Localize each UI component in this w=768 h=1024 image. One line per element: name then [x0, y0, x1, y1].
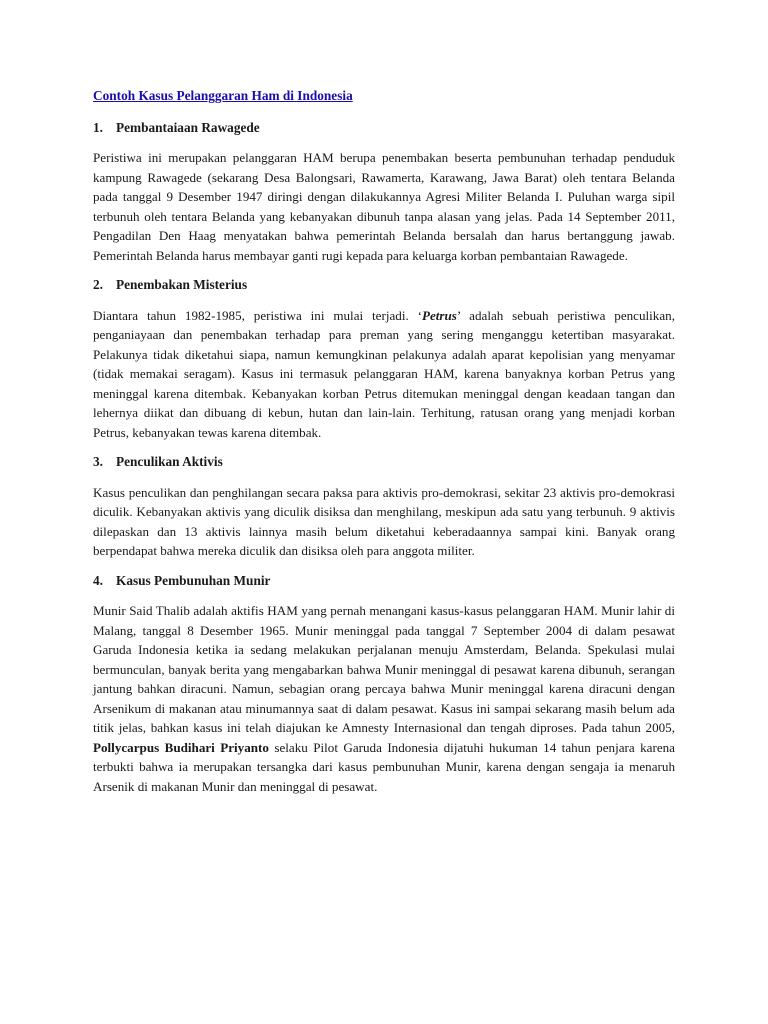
section-number: 3.: [93, 454, 103, 469]
section-heading-rawagede: [93, 118, 675, 138]
emphasis-pollycarpus: Pollycarpus Budihari Priyanto: [93, 739, 269, 755]
section-heading-text: Kasus Pembunuhan Munir: [116, 572, 271, 588]
section-paragraph-aktivis: Kasus penculikan dan penghilangan secara paksa para aktivis pro-demokrasi, sekitar 23 aktivis pro-demokrasi diculik. Kebanyakan aktivis yang diculik disiksa dan menghilang, meskipun ada satu yang terbunuh. 9 aktivis dilepaskan dan 13 aktivis lainnya masih belum diketahui keberadaannya sampai kini. Banyak orang berpendapat bahwa mereka diculik dan disiksa oleh para anggota militer.: [93, 484, 675, 558]
document-body: [93, 86, 675, 806]
document-title-link[interactable]: Contoh Kasus Pelanggaran Ham di Indonesia: [93, 88, 353, 103]
section-heading-text: Penembakan Misterius: [116, 277, 248, 292]
section-heading-text: Pembantaiaan Rawagede: [116, 119, 260, 135]
paragraph-text: selaku Pilot Garuda Indonesia dijatuhi hukuman 14 tahun penjara karena terbukti bahwa ia merupakan tersangka dari kasus pembunuhan Munir, karena dengan sengaja ia menaruh Arsenik di makanan Munir dan meninggal di pesawat.: [93, 739, 675, 794]
section-heading-text: Penculikan Aktivis: [116, 454, 223, 469]
section-paragraph-rawagede: Peristiwa ini merupakan pelanggaran HAM berupa penembakan beserta pembunuhan terhadap penduduk kampung Rawagede (sekarang Desa Balongsari, Rawamerta, Karawang, Jawa Barat) oleh tentara Belanda pada tanggal 9 Desember 1947 diringi dengan dilakukannya Agresi Militer Belanda I. Puluhan warga sipil terbunuh oleh tentara Belanda yang kebanyakan dibunuh tanpa alasan yang jelas. Pada 14 September 2011, Pengadilan Den Haag menyatakan bahwa pemerintah Belanda bersalah dan harus bertanggung jawab. Pemerintah Belanda harus membayar ganti rugi kepada para keluarga korban pembantaian Rawagede.: [93, 150, 675, 263]
section-paragraph-petrus: [93, 306, 675, 443]
section-heading-petrus: [93, 275, 675, 295]
paragraph-text: ’ adalah sebuah peristiwa penculikan, penganiayaan dan penembakan terhadap para preman yang sering menganggu ketertiban masyarakat. Pelakunya tidak diketahui siapa, namun kemungkinan pelakunya adalah aparat kepolisian yang menyamar (tidak memakai seragam). Kasus ini termasuk pelanggaran HAM, karena banyaknya korban Petrus yang meninggal karena ditembak. Kebanyakan korban Petrus ditemukan meninggal dengan keadaan tangan dan lehernya diikat dan dibuang di kebun, hutan dan lain-lain. Terhitung, ratusan orang yang menjadi korban Petrus, kebanyakan tewas karena ditembak.: [93, 307, 675, 440]
section-heading-munir: [93, 571, 675, 591]
section-heading-aktivis: [93, 452, 675, 472]
paragraph-text: Diantara tahun 1982-1985, peristiwa ini mulai terjadi. ‘: [93, 307, 422, 323]
section-paragraph-munir: [93, 601, 675, 796]
section-number: 2.: [93, 277, 103, 292]
emphasis-petrus: Petrus: [421, 307, 457, 323]
section-number: 4.: [93, 572, 103, 588]
paragraph-text: Munir Said Thalib adalah aktifis HAM yang pernah menangani kasus-kasus pelanggaran HAM. Munir lahir di Malang, tanggal 8 Desember 1965. Munir meninggal pada tanggal 7 September 2004 di dalam pesawat Garuda Indonesia ketika ia sedang melakukan perjalanan menuju Amsterdam, Belanda. Spekulasi mulai bermunculan, banyak berita yang mengabarkan bahwa Munir meninggal di pesawat karena dibunuh, serangan jantung bahkan diracuni. Namun, sebagian orang percaya bahwa Munir meninggal karena diracuni dengan Arsenikum di makanan atau minumannya saat di dalam pesawat. Kasus ini sampai sekarang masih belum ada titik jelas, bahkan kasus ini telah diajukan ke Amnesty Internasional dan tengah diproses. Pada tahun 2005,: [93, 603, 675, 735]
section-number: 1.: [93, 119, 103, 135]
